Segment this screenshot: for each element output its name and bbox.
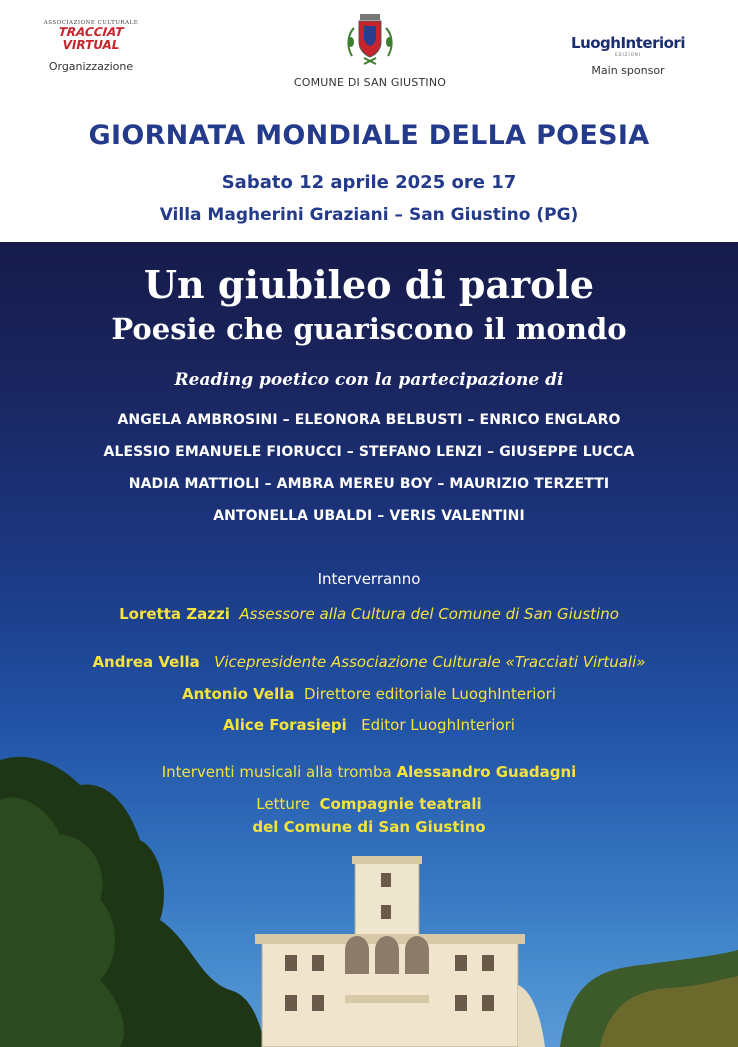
speaker-4-name: Alice Forasiepi	[223, 716, 347, 734]
reading-intro: Reading poetico con la partecipazione di	[174, 370, 564, 390]
speaker-1-role: Assessore alla Cultura del Comune di San Giustino	[239, 605, 619, 623]
speaker-2-role: Vicepresidente Associazione Culturale «Tracciati Virtuali»	[214, 653, 646, 671]
speaker-4	[0, 716, 738, 734]
comune-caption: COMUNE DI SAN GIUSTINO	[293, 76, 447, 89]
header-band	[0, 0, 738, 242]
villa-window	[455, 955, 467, 971]
villa-window	[285, 995, 297, 1011]
event-place: Villa Magherini Graziani – San Giustino (PG)	[159, 205, 579, 225]
music-prefix: Interventi musicali alla tromba	[161, 763, 392, 781]
villa-window	[482, 995, 494, 1011]
speaker-1	[0, 605, 738, 623]
luoghinteriori-brand: LuoghInteriori	[571, 34, 685, 52]
villa-window	[482, 955, 494, 971]
logo-brand-line1: TRACCIAT	[57, 25, 125, 39]
villa-side-wing	[518, 985, 545, 1047]
readings-line2: del Comune di San Giustino	[252, 818, 486, 836]
coat-of-arms-icon	[344, 12, 396, 70]
villa-balcony	[345, 995, 429, 1003]
villa-loggia-arches	[345, 936, 429, 974]
logo-brand-line2: VIRTUAL	[62, 38, 120, 52]
event-date: Sabato 12 aprile 2025 ore 17	[221, 172, 517, 193]
villa-tower	[355, 860, 419, 940]
villa-tower-window-2	[381, 905, 391, 919]
villa-scene-illustration	[0, 740, 738, 1047]
event-category-title: GIORNATA MONDIALE DELLA POESIA	[88, 120, 650, 151]
speaker-3	[0, 685, 738, 703]
organizzazione-caption: Organizzazione	[48, 60, 134, 73]
music-performer: Alessandro Guadagni	[396, 763, 577, 781]
main-sponsor-caption: Main sponsor	[591, 64, 665, 77]
villa-window	[312, 995, 324, 1011]
readings-line1: Compagnie teatrali	[319, 795, 482, 813]
speakers-heading: Interverranno	[317, 570, 421, 588]
speaker-3-name: Antonio Vella	[182, 685, 295, 703]
names-line-2: ALESSIO EMANUELE FIORUCCI – STEFANO LENZI – GIUSEPPE LUCCA	[103, 444, 635, 460]
readings-prefix: Letture	[256, 795, 310, 813]
luoghinteriori-sub: EDIZIONI	[614, 52, 642, 57]
speaker-4-role: Editor LuoghInteriori	[361, 716, 515, 734]
event-title: Un giubileo di parole	[143, 262, 595, 307]
luoghinteriori-logo	[566, 34, 690, 77]
villa-window	[285, 955, 297, 971]
names-line-3: NADIA MATTIOLI – AMBRA MEREU BOY – MAURIZIO TERZETTI	[128, 476, 610, 492]
speaker-1-name: Loretta Zazzi	[119, 605, 230, 623]
logo-assoc-text: ASSOCIAZIONE CULTURALE	[43, 20, 139, 26]
event-subtitle: Poesie che guariscono il mondo	[111, 312, 627, 346]
names-line-1: ANGELA AMBROSINI – ELEONORA BELBUSTI – ENRICO ENGLARO	[117, 412, 621, 428]
villa-tower-window	[381, 873, 391, 887]
comune-logo	[290, 12, 450, 89]
tracciati-virtuali-logo	[36, 20, 146, 73]
villa-tower-cornice	[352, 856, 422, 864]
speaker-2	[0, 653, 738, 671]
villa-window	[455, 995, 467, 1011]
speaker-2-name: Andrea Vella	[92, 653, 200, 671]
names-line-4: ANTONELLA UBALDI – VERIS VALENTINI	[213, 508, 525, 524]
speaker-3-role: Direttore editoriale LuoghInteriori	[304, 685, 556, 703]
villa-window	[312, 955, 324, 971]
